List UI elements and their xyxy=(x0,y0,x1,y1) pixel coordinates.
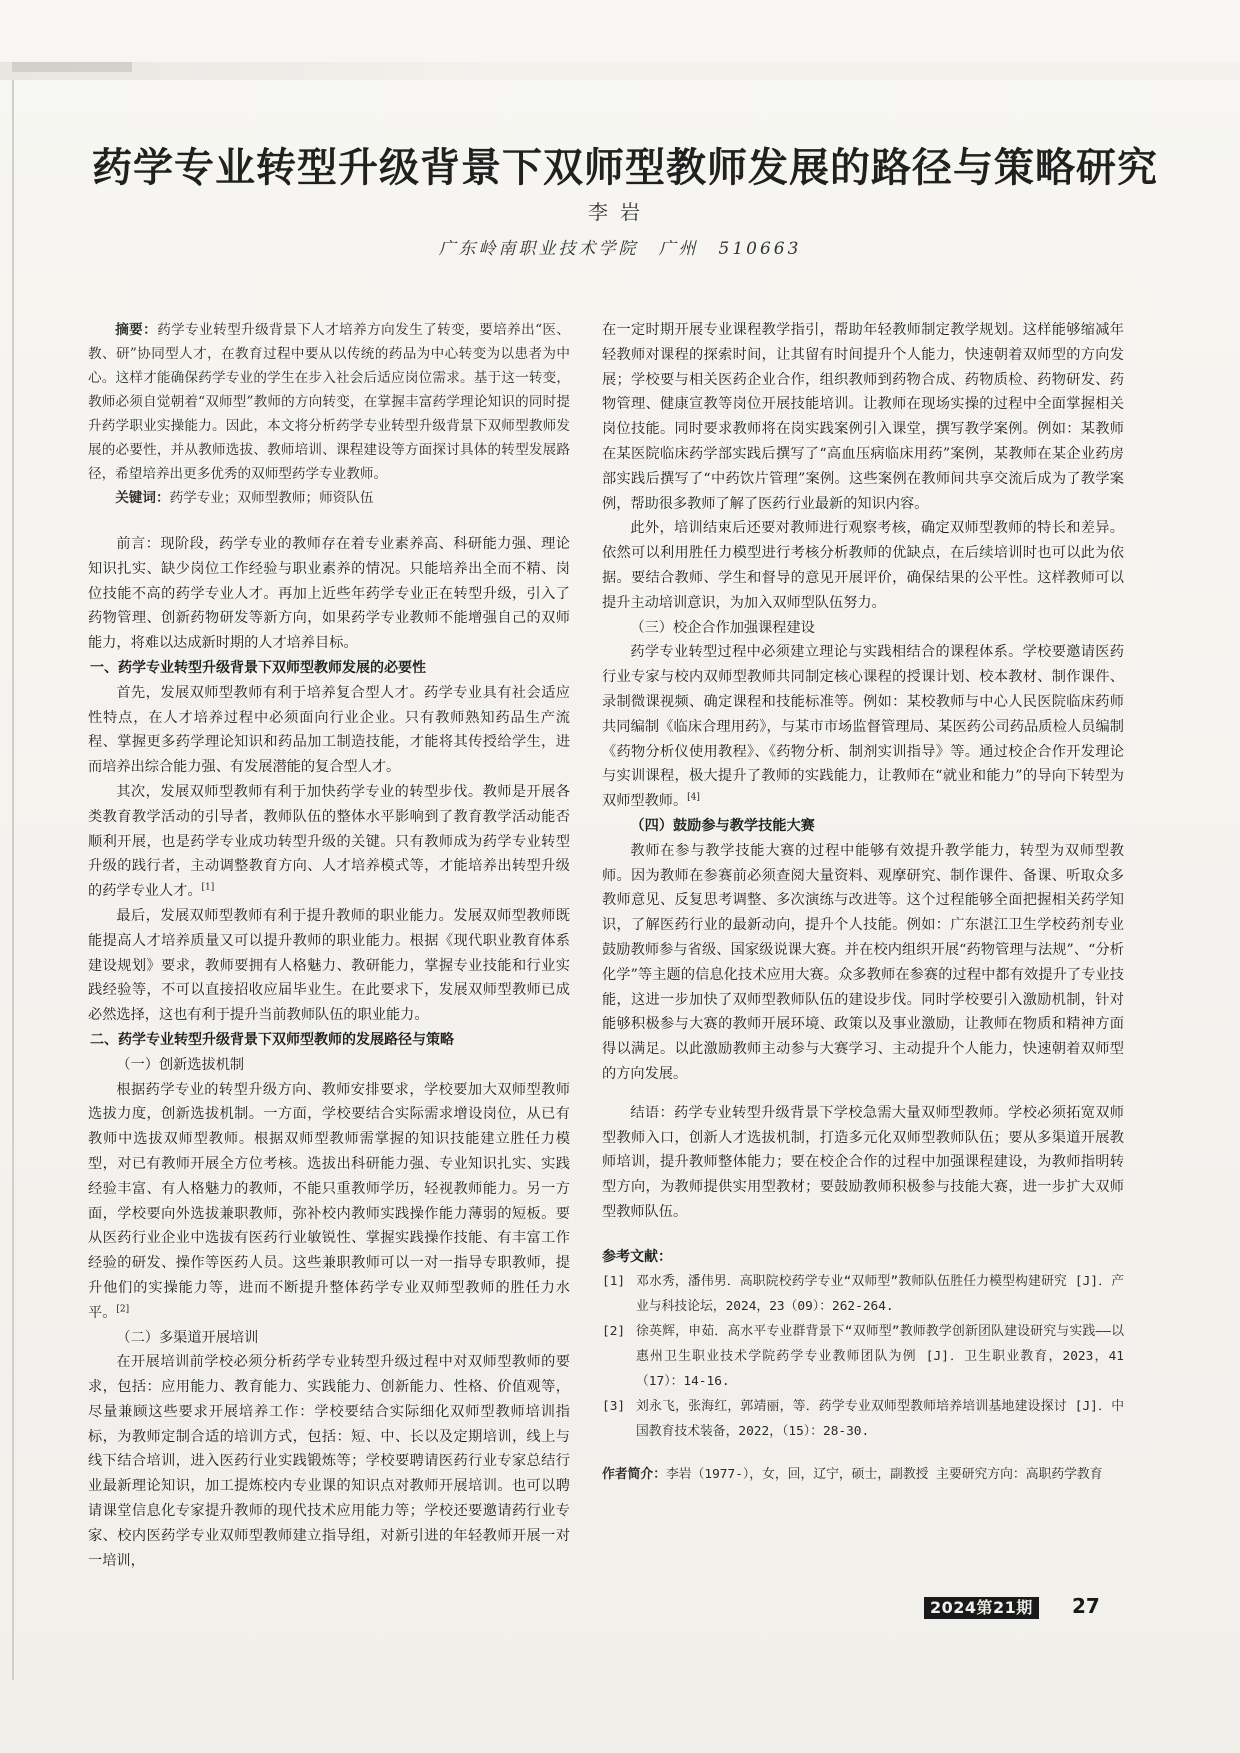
article-author: 李岩 xyxy=(588,200,652,224)
intro-paragraph: 前言：现阶段，药学专业的教师存在着专业素养高、科研能力强、理论知识扎实、缺少岗位工作经验与职业素养的情况。只能培养出全而不精、岗位技能不高的药学专业人才。再加上近些年药学专业正在转型升级，引入了药物管理、创新药物研发等新方向，如果药学专业教师不能增强自己的双师能力，将难以达成新时期的人才培养目标。 xyxy=(88,536,570,652)
paragraph-gap xyxy=(602,1087,1124,1101)
section-1-heading: 一、药学专业转型升级背景下双师型教师发展的必要性 xyxy=(90,659,426,676)
subsection-1-paragraph-text: 根据药学专业的转型升级方向、教师安排要求，学校要加大双师型教师选拔力度，创新选拔机制。一方面，学校要结合实际需求增设岗位，从已有教师中选拔双师型教师。根据双师型教师需掌握的知识技能建立胜任力模型，对已有教师开展全方位考核。选拔出科研能力强、专业知识扎实、实践经验丰富、有人格魅力的教师，不能只重教师学历，轻视教师能力。另一方面，学校要向外选拔兼职教师，弥补校内教师实践操作能力薄弱的短板。要从医药行业企业中选拔有医药行业敏锐性、掌握实践操作技能、有丰富工作经验的研发、操作等医药人员。这些兼职教师可以一对一指导专职教师，提升他们的实操能力等，进而不断提升整体药学专业双师型教师的胜任力水平。 xyxy=(88,1081,570,1321)
page-edge-rule xyxy=(12,80,14,1680)
subsection-3-paragraph-text: 药学专业转型过程中必须建立理论与实践相结合的课程体系。学校要邀请医药行业专家与校内双师型教师共同制定核心课程的授课计划、校本教材、制作课件、录制微课视频、确定课程和技能标准等。例如：某校教师与中心人民医院临床药师共同编制《临床合理用药》，与某市市场监督管理局、某医药公司药品质检人员编制《药物分析仪使用教程》、《药物分析、制剂实训指导》等。通过校企合作开发理论与实训课程，极大提升了教师的实践能力，让教师在“就业和能力”的导向下转型为双师型教师。 xyxy=(602,644,1124,810)
abstract-text: 药学专业转型升级背景下人才培养方向发生了转变，要培养出“医、教、研”协同型人才，在教育过程中要从以传统的药品为中心转变为以患者为中心。这样才能确保药学专业的学生在步入社会后适应岗位需求。基于这一转变，教师必须自觉朝着“双师型”教师的方向转变，在掌握丰富药学理论知识的同时提升药学职业实操能力。因此，本文将分析药学专业转型升级背景下双师型教师发展的必要性，并从教师选拔、教师培训、课程建设等方面探讨具体的转型发展路径，希望培养出更多优秀的双师型药学专业教师。 xyxy=(88,322,571,482)
keywords xyxy=(88,486,570,510)
reference-item xyxy=(602,1394,1124,1444)
author-bio-text: 李岩（1977-），女，回，辽宁，硕士，副教授 主要研究方向：高职药学教育 xyxy=(665,1467,1103,1483)
author-bio-label: 作者简介： xyxy=(602,1467,666,1483)
right-column xyxy=(602,318,1124,1487)
reference-number: [2] xyxy=(602,1324,626,1340)
conclusion-paragraph: 结语：药学专业转型升级背景下学校急需大量双师型教师。学校必须拓宽双师型教师入口，创新人才选拔机制，打造多元化双师型教师队伍；要从多渠道开展教师培训，提升教师整体能力；要在校企合作的过程中加强课程建设，为教师指明转型方向，为教师提供实用型教材；要鼓励教师积极参与技能大赛，进一步扩大双师型教师队伍。 xyxy=(602,1104,1124,1220)
subsection-1-paragraph xyxy=(88,1078,570,1326)
reference-item xyxy=(602,1319,1124,1394)
section-1-paragraph-2 xyxy=(88,780,570,904)
article-title: 药学专业转型升级背景下双师型教师发展的路径与策略研究 xyxy=(92,145,1158,191)
article-affiliation: 广东岭南职业技术学院 广州 510663 xyxy=(438,239,802,259)
citation-1: [1] xyxy=(201,882,215,893)
issue-badge: 2024第21期 xyxy=(924,1597,1039,1619)
section-1-paragraph-3: 最后，发展双师型教师有利于提升教师的职业能力。发展双师型教师既能提高人才培养质量又可以提升教师的职业能力。根据《现代职业教育体系建设规划》要求，教师要拥有人格魅力、教研能力，掌握专业技能和行业实践经验等，不可以直接招收应届毕业生。在此要求下，发展双师型教师已成必然选择，这也有利于提升当前教师队伍的职业能力。 xyxy=(88,907,570,1024)
section-1-paragraph-1: 首先，发展双师型教师有利于培养复合型人才。药学专业具有社会适应性特点，在人才培养过程中必须面向行业企业。只有教师熟知药品生产流程、掌握更多药学理论知识和药品加工制造技能，才能将其传授给学生，进而培养出综合能力强、有发展潜能的复合型人才。 xyxy=(88,684,570,776)
reference-text: 徐英辉，申茹．高水平专业群背景下“双师型”教师教学创新团队建设研究与实践——以惠州卫生职业技术学院药学专业教师团队为例 [J]．卫生职业教育，2023，41（17）：14-16. xyxy=(636,1324,1124,1390)
evaluation-paragraph: 此外，培训结束后还要对教师进行观察考核，确定双师型教师的特长和差异。依然可以利用胜任力模型进行考核分析教师的优缺点，在后续培训时也可以此为依据。要结合教师、学生和督导的意见开展评价，确保结果的公平性。这样教师可以提升主动培训意识，为加入双师型队伍努力。 xyxy=(602,520,1124,611)
keywords-text: 药学专业；双师型教师；师资队伍 xyxy=(169,490,374,506)
left-column xyxy=(88,318,570,1573)
citation-4: [4] xyxy=(687,792,700,803)
subsection-4-heading: （四）鼓励参与教学技能大赛 xyxy=(630,817,815,834)
abstract-label: 摘要： xyxy=(115,322,158,338)
subsection-2-heading: （二）多渠道开展培训 xyxy=(116,1329,259,1346)
section-1-paragraph-2-text: 其次，发展双师型教师有利于加快药学专业的转型步伐。教师是开展各类教育教学活动的引导者，教师队伍的整体水平影响到了教育教学活动能否顺利开展，也是药学专业成功转型升级的关键。只有教师成为药学专业转型升级的践行者，主动调整教育方向、人才培养模式等，才能培养出转型升级的药学专业人才。 xyxy=(88,783,570,900)
subsection-1-heading: （一）创新选拔机制 xyxy=(116,1056,245,1073)
subsection-3-paragraph xyxy=(602,640,1124,814)
scan-header-mark xyxy=(12,62,132,72)
keywords-label: 关键词： xyxy=(115,490,170,506)
reference-text: 刘永飞，张海红，郭靖丽，等．药学专业双师型教师培养培训基地建设探讨 [J]．中国教育技术装备，2022，（15）：28-30. xyxy=(636,1399,1124,1440)
reference-item xyxy=(602,1269,1124,1319)
scan-top-strip xyxy=(0,62,1240,80)
page-number: 27 xyxy=(1072,1594,1100,1618)
section-2-heading: 二、药学专业转型升级背景下双师型教师的发展路径与策略 xyxy=(90,1031,454,1048)
abstract xyxy=(88,318,570,486)
continued-paragraph: 在一定时期开展专业课程教学指引，帮助年轻教师制定教学规划。这样能够缩减年轻教师对课程的探索时间，让其留有时间提升个人能力，快速朝着双师型的方向发展；学校要与相关医药企业合作，组织教师到药物合成、药物质检、药物研发、药物管理、健康宣教等岗位开展技能培训。让教师在现场实操的过程中全面掌握相关岗位技能。同时要求教师将在岗实践案例引入课堂，撰写教学案例。例如：某教师在某医院临床药学部实践后撰写了“高血压病临床用药”案例，某教师在某企业药房部实践后撰写了“中药饮片管理”案例。这些案例在教师间共享交流后成为了教学案例，帮助很多教师了解了医药行业最新的知识内容。 xyxy=(602,322,1124,512)
reference-text: 邓水秀，潘伟男．高职院校药学专业“双师型”教师队伍胜任力模型构建研究 [J]．产业与科技论坛，2024，23（09）：262-264. xyxy=(636,1274,1124,1315)
references-title: 参考文献： xyxy=(602,1248,672,1265)
citation-2: [2] xyxy=(116,1303,130,1314)
subsection-3-heading: （三）校企合作加强课程建设 xyxy=(630,619,815,636)
author-bio xyxy=(602,1462,1124,1487)
subsection-4-paragraph: 教师在参与教学技能大赛的过程中能够有效提升教学能力，转型为双师型教师。因为教师在参赛前必须查阅大量资料、观摩研究、制作课件、备课、听取众多教师意见、反复思考调整、多次演练与改进等。这个过程能够全面把握相关药学知识，了解医药行业的最新动向，提升个人技能。例如：广东湛江卫生学校药剂专业鼓励教师参与省级、国家级说课大赛。并在校内组织开展“药物管理与法规”、“分析化学”等主题的信息化技术应用大赛。众多教师在参赛的过程中都有效提升了专业技能，这进一步加快了双师型教师队伍的建设步伐。同时学校要引入激励机制，针对能够积极参与大赛的教师开展环境、政策以及事业激励，让教师在物质和精神方面得以满足。以此激励教师主动参与大赛学习、主动提升个人能力，快速朝着双师型的方向发展。 xyxy=(602,842,1124,1082)
reference-number: [3] xyxy=(602,1399,626,1415)
subsection-2-paragraph: 在开展培训前学校必须分析药学专业转型升级过程中对双师型教师的要求，包括：应用能力、教育能力、实践能力、创新能力、性格、价值观等，尽量兼顾这些要求开展培养工作：学校要结合实际细化双师型教师培训指标，为教师定制合适的培训方式，包括：短、中、长以及定期培训，线上与线下结合培训，进入医药行业实践锻炼等；学校要聘请医药行业专家总结行业最新理论知识，加工提炼校内专业课的知识点对教师开展培训。也可以聘请课堂信息化专家提升教师的现代技术应用能力等；学校还要邀请药行业专家、校内医药学专业双师型教师建立指导组，对新引进的年轻教师开展一对一培训， xyxy=(88,1354,570,1569)
reference-number: [1] xyxy=(602,1274,626,1290)
